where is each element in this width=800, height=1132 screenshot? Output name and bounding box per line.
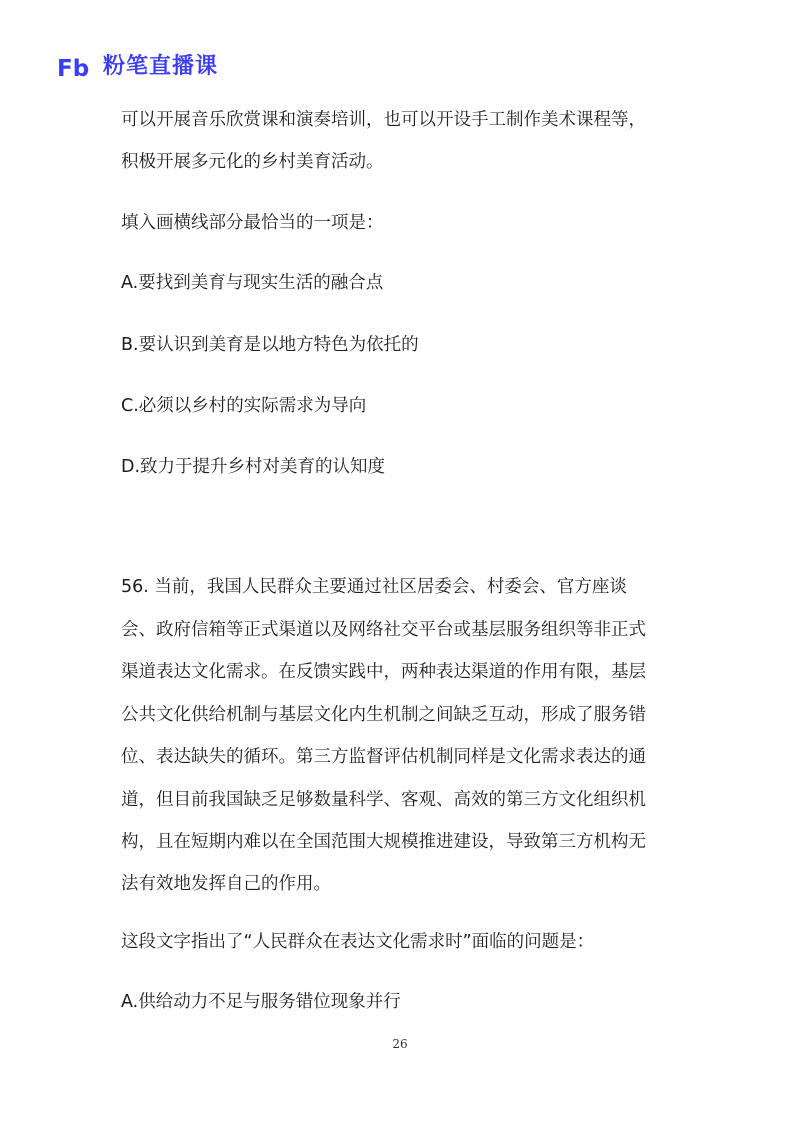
text-line: 可以开展音乐欣赏课和演奏培训，也可以开设手工制作美术课程等， — [121, 110, 646, 130]
logo-letters: Fb — [57, 56, 90, 80]
option-d: D.致力于提升乡村对美育的认知度 — [121, 457, 386, 477]
text-line: 位、表达缺失的循环。第三方监督评估机制同样是文化需求表达的通 — [121, 747, 646, 767]
fenbi-logo-icon — [57, 54, 97, 80]
brand-name: 粉笔直播课 — [103, 54, 219, 79]
text-line: 法有效地发挥自己的作用。 — [121, 874, 331, 894]
question-prompt: 这段文字指出了“人民群众在表达文化需求时”面临的问题是： — [121, 932, 595, 952]
option-c: C.必须以乡村的实际需求为导向 — [121, 396, 367, 416]
option-b: B.要认识到美育是以地方特色为依托的 — [121, 335, 419, 355]
option-a: A.要找到美育与现实生活的融合点 — [121, 273, 384, 293]
page-number: 26 — [392, 1037, 408, 1051]
option-a: A.供给动力不足与服务错位现象并行 — [121, 992, 401, 1012]
text-line: 积极开展多元化的乡村美育活动。 — [121, 152, 384, 172]
text-line: 构，且在短期内难以在全国范围大规模推进建设，导致第三方机构无 — [121, 832, 646, 852]
question-prompt: 填入画横线部分最恰当的一项是： — [121, 213, 384, 233]
page-header — [57, 52, 218, 82]
text-line: 公共文化供给机制与基层文化内生机制之间缺乏互动，形成了服务错 — [121, 705, 646, 725]
text-line: 渠道表达文化需求。在反馈实践中，两种表达渠道的作用有限，基层 — [121, 662, 646, 682]
question-56-text: 56. 当前，我国人民群众主要通过社区居委会、村委会、官方座谈 — [121, 577, 627, 597]
text-line: 道，但目前我国缺乏足够数量科学、客观、高效的第三方文化组织机 — [121, 790, 646, 810]
text-line: 会、政府信箱等正式渠道以及网络社交平台或基层服务组织等非正式 — [121, 620, 646, 640]
